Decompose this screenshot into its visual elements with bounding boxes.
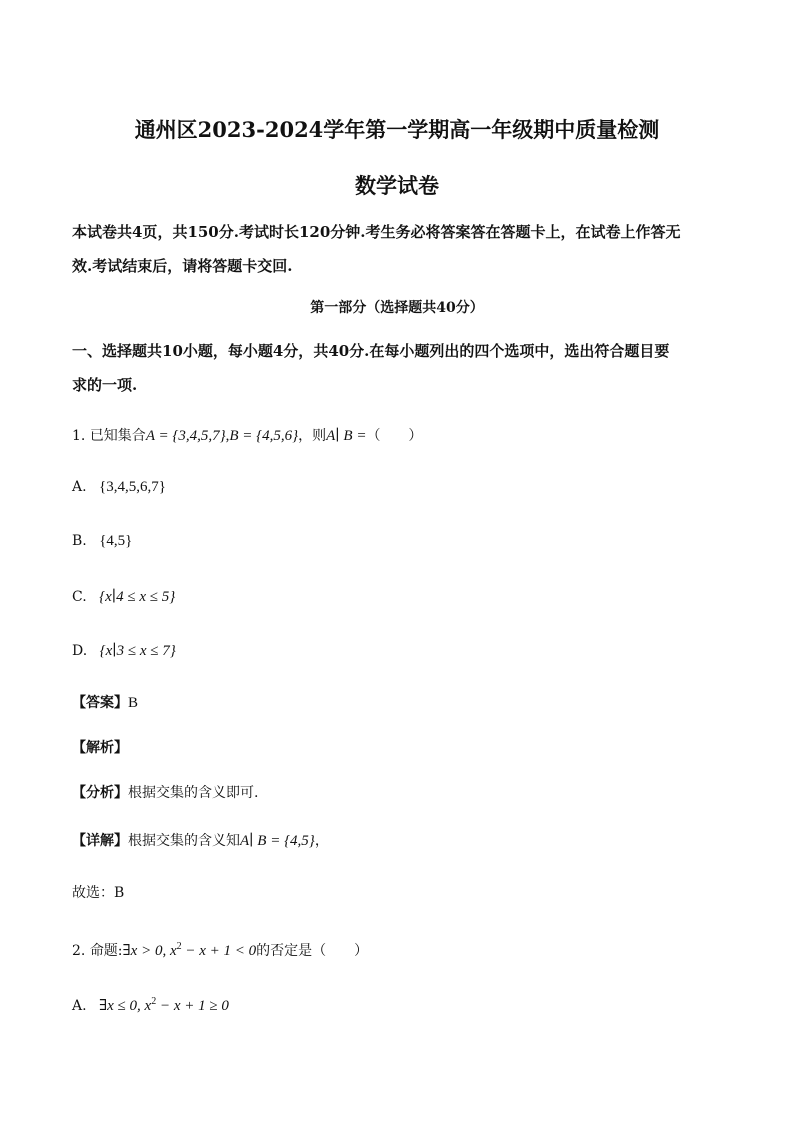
set-a-expression: A = {3,4,5,7} bbox=[145, 428, 226, 444]
option-label: A. bbox=[72, 998, 87, 1014]
fenxi-tag: 【分析】 bbox=[72, 785, 128, 801]
expr-exponent: 2 bbox=[151, 996, 157, 1007]
page-subtitle: 数学试卷 bbox=[355, 173, 439, 198]
option-label: C. bbox=[72, 589, 87, 605]
answer-value: B bbox=[128, 695, 139, 711]
comma: , bbox=[225, 428, 230, 444]
q1-option-a bbox=[72, 479, 166, 496]
conclusion-line: 故选：B bbox=[72, 885, 125, 901]
answer-blank: （ ） bbox=[366, 428, 423, 444]
fenxi-text: 根据交集的含义即可. bbox=[128, 785, 259, 801]
set-b-expression: B = {4,5,6} bbox=[229, 428, 299, 444]
analysis-tag: 【解析】 bbox=[72, 740, 128, 756]
detail-tag: 【详解】 bbox=[72, 833, 128, 849]
answer-tag: 【答案】 bbox=[72, 695, 128, 711]
instructions-line-2: 效.考试结束后，请将答题卡交回. bbox=[72, 257, 293, 275]
question-stem-prefix: 已知集合 bbox=[89, 428, 146, 444]
option-label: B. bbox=[72, 533, 87, 549]
expr-rest: − x + 1 ≥ 0 bbox=[156, 998, 229, 1014]
q1-option-d bbox=[72, 641, 176, 660]
q2-option-a bbox=[72, 996, 229, 1015]
page-title: 通州区2023-2024学年第一学期高一年级期中质量检测 bbox=[134, 117, 660, 142]
answer-line bbox=[72, 692, 138, 712]
intersection-expression: A∣ B = bbox=[326, 428, 367, 444]
analysis-heading bbox=[72, 737, 128, 757]
section-instruction-line-1: 一、选择题共10小题，每小题4分，共40分.在每小题列出的四个选项中，选出符合题目要 bbox=[72, 342, 670, 360]
q1-option-b bbox=[72, 533, 132, 550]
option-text: {4,5} bbox=[99, 533, 133, 549]
detail-end: ， bbox=[314, 833, 329, 849]
fenxi-line bbox=[72, 782, 258, 802]
question-number: 2. bbox=[72, 943, 86, 959]
option-text: {x∣3 ≤ x ≤ 7} bbox=[99, 643, 176, 659]
question-stem-mid: ，则 bbox=[298, 428, 327, 444]
expr-exponent: 2 bbox=[176, 941, 182, 952]
option-label: A. bbox=[72, 479, 87, 495]
option-text: {3,4,5,6,7} bbox=[99, 479, 166, 495]
expr-rest: − x + 1 < 0 bbox=[181, 943, 257, 959]
question-2 bbox=[72, 940, 368, 960]
question-stem-suffix: 的否定是（ ） bbox=[256, 943, 369, 959]
expr-main: ∃x ≤ 0, x bbox=[99, 998, 152, 1014]
question-stem-prefix: 命题: bbox=[89, 943, 123, 959]
detail-expression: A∣ B = {4,5} bbox=[240, 833, 315, 849]
question-number: 1. bbox=[72, 428, 86, 444]
expr-main: ∃x > 0, x bbox=[122, 943, 177, 959]
proposition-expression bbox=[123, 943, 257, 959]
option-label: D. bbox=[72, 643, 88, 659]
question-1 bbox=[72, 425, 422, 445]
q1-option-c bbox=[72, 587, 175, 606]
instructions-line-1: 本试卷共4页，共150分.考试时长120分钟.考生务必将答案答在答题卡上，在试卷上作答无 bbox=[72, 223, 681, 241]
option-text: {x∣4 ≤ x ≤ 5} bbox=[99, 589, 176, 605]
detail-text: 根据交集的含义知 bbox=[128, 833, 240, 849]
option-expression bbox=[99, 998, 229, 1014]
section-instruction-line-2: 求的一项. bbox=[72, 376, 138, 394]
detail-line bbox=[72, 830, 329, 850]
part-heading: 第一部分（选择题共40分） bbox=[310, 300, 484, 316]
